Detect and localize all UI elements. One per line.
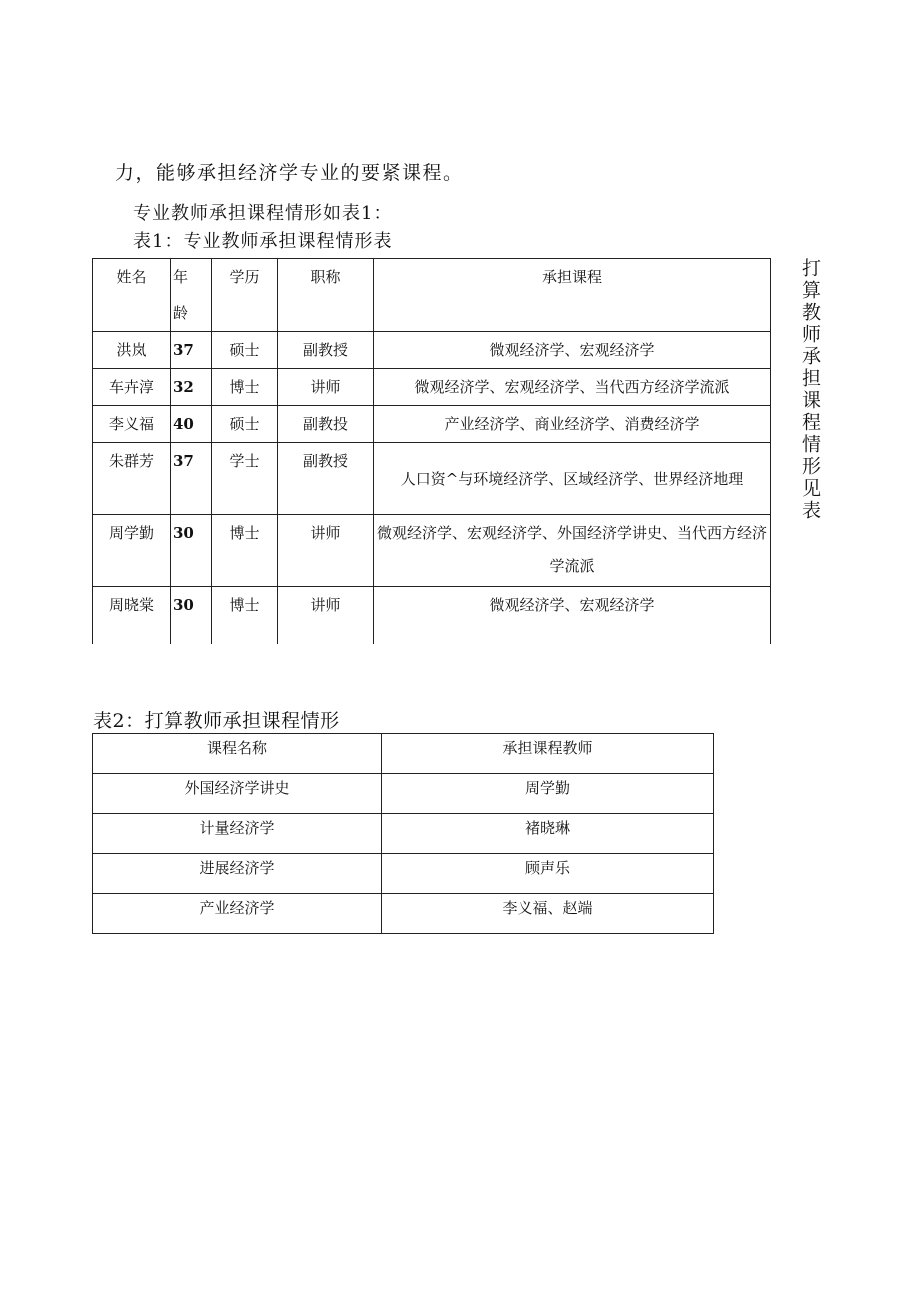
course-teacher: 周学勤 (382, 774, 714, 814)
table2-caption: 表2：打算教师承担课程情形 (93, 710, 340, 732)
teacher-courses: 产业经济学、商业经济学、消费经济学 (374, 406, 771, 443)
teacher-name: 洪岚 (93, 332, 171, 369)
teacher-title: 讲师 (278, 587, 374, 644)
table2-header-row (93, 734, 714, 774)
table-row (93, 774, 714, 814)
planned-course-table (92, 733, 714, 934)
header-age (171, 259, 212, 332)
teacher-degree: 学士 (212, 443, 278, 515)
header-course-name: 课程名称 (93, 734, 382, 774)
teacher-course-table (92, 258, 771, 644)
table1-caption: 表1：专业教师承担课程情形表 (133, 231, 393, 252)
teacher-name: 周晓棠 (93, 587, 171, 644)
teacher-degree: 硕士 (212, 406, 278, 443)
teacher-degree: 硕士 (212, 332, 278, 369)
teacher-title: 副教投 (278, 406, 374, 443)
teacher-courses: 微观经济学、宏观经济学、当代西方经济学流派 (374, 369, 771, 406)
teacher-degree: 博士 (212, 515, 278, 587)
table-row (93, 332, 771, 369)
teacher-age: 40 (171, 406, 212, 443)
header-degree: 学历 (212, 259, 278, 332)
course-name: 外国经济学讲史 (93, 774, 382, 814)
teacher-name: 周学勤 (93, 515, 171, 587)
table-row (93, 854, 714, 894)
teacher-courses: 微观经济学、宏观经济学、外国经济学讲史、当代西方经济学流派 (374, 515, 771, 587)
teacher-degree: 博士 (212, 369, 278, 406)
teacher-name: 李义福 (93, 406, 171, 443)
teacher-courses: 人口资^与环境经济学、区域经济学、世界经济地理 (374, 443, 771, 515)
teacher-name: 朱群芳 (93, 443, 171, 515)
table-row (93, 894, 714, 934)
header-course-teacher: 承担课程教师 (382, 734, 714, 774)
teacher-age: 30 (171, 515, 212, 587)
side-note: 打算教师承担课程情形见表 (799, 258, 821, 522)
table-row (93, 406, 771, 443)
body-paragraph-1: 力，能够承担经济学专业的要紧课程。 (115, 162, 464, 184)
table1-header-row (93, 259, 771, 332)
teacher-title: 副教授 (278, 443, 374, 515)
header-courses: 承担课程 (374, 259, 771, 332)
body-paragraph-2: 专业教师承担课程情形如表1： (133, 203, 393, 224)
course-name: 计量经济学 (93, 814, 382, 854)
table-row (93, 814, 714, 854)
teacher-title: 副教授 (278, 332, 374, 369)
teacher-age: 37 (171, 443, 212, 515)
teacher-courses: 微观经济学、宏观经济学 (374, 587, 771, 644)
teacher-name: 车卉淳 (93, 369, 171, 406)
table-row (93, 515, 771, 587)
header-age-line1: 年 (173, 268, 189, 286)
header-name: 姓名 (93, 259, 171, 332)
course-name: 产业经济学 (93, 894, 382, 934)
course-teacher: 顾声乐 (382, 854, 714, 894)
table-row (93, 587, 771, 644)
teacher-courses: 微观经济学、宏观经济学 (374, 332, 771, 369)
course-teacher: 褚晓琳 (382, 814, 714, 854)
table-row (93, 443, 771, 515)
teacher-title: 讲师 (278, 369, 374, 406)
table-row (93, 369, 771, 406)
header-age-line2: 龄 (173, 304, 189, 322)
teacher-degree: 博士 (212, 587, 278, 644)
course-teacher: 李义福、赵端 (382, 894, 714, 934)
teacher-age: 32 (171, 369, 212, 406)
teacher-age: 30 (171, 587, 212, 644)
teacher-age: 37 (171, 332, 212, 369)
teacher-title: 讲师 (278, 515, 374, 587)
header-title: 职称 (278, 259, 374, 332)
course-name: 进展经济学 (93, 854, 382, 894)
